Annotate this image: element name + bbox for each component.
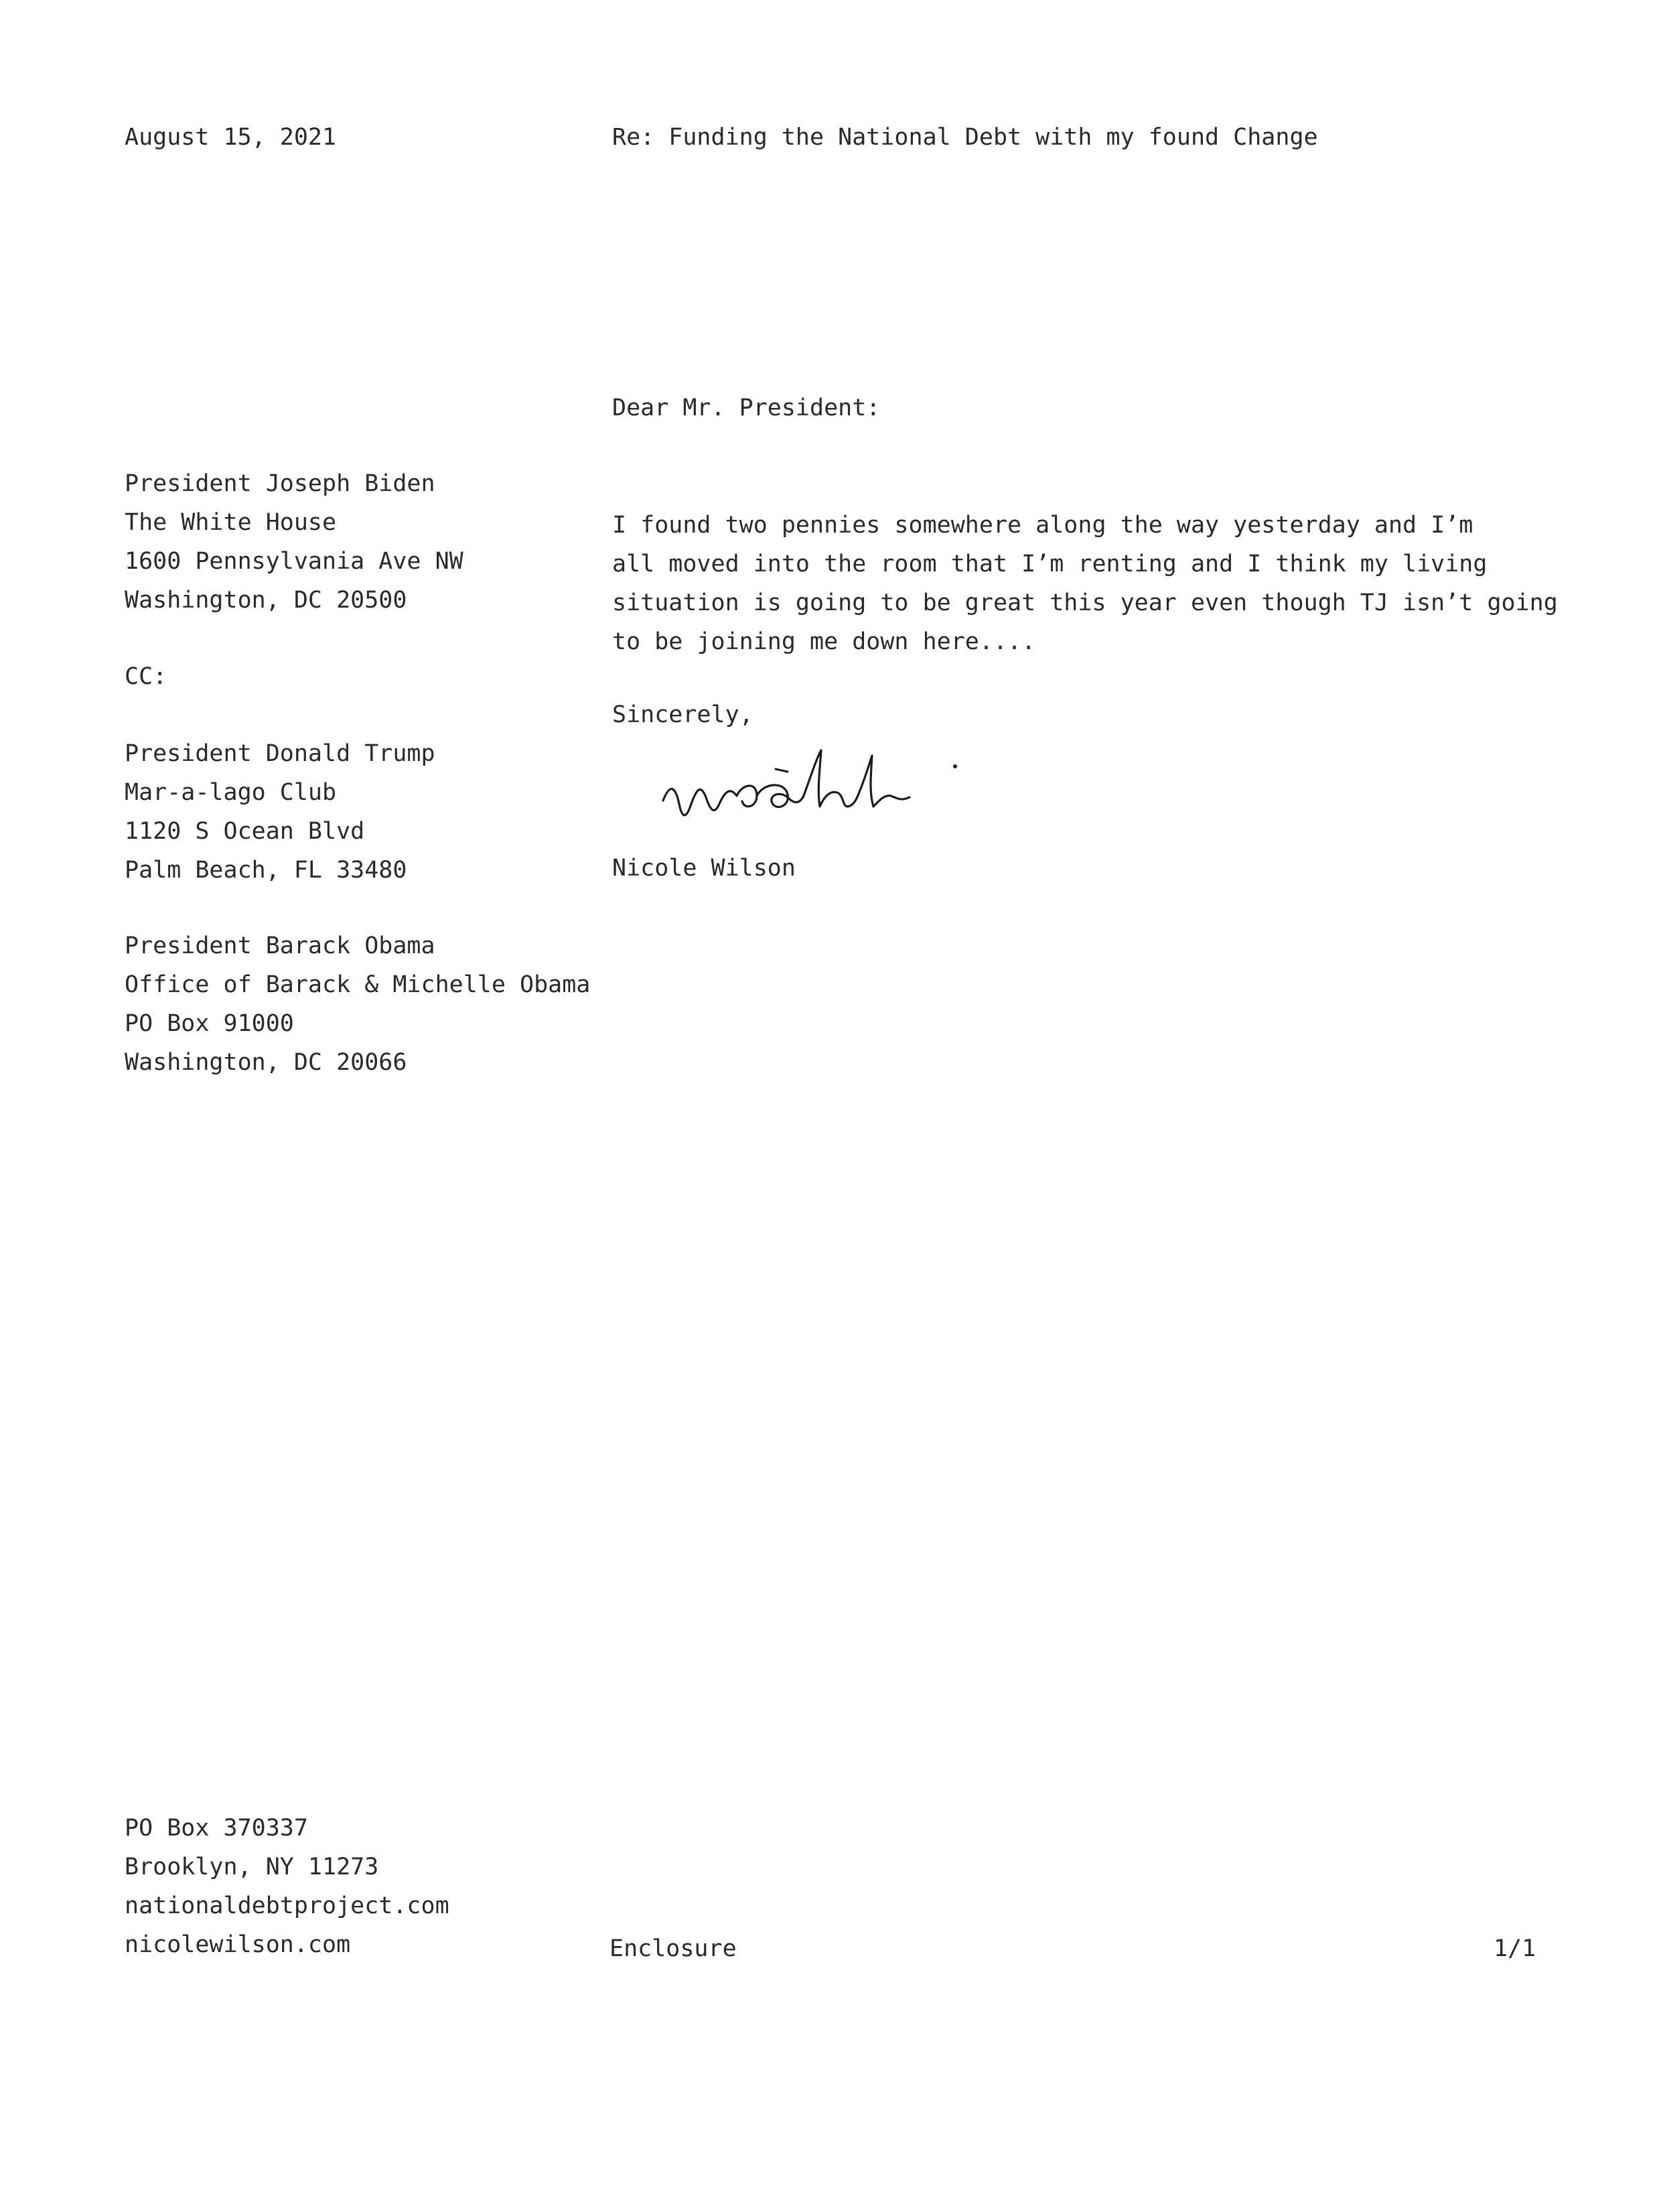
cc-address-trump xyxy=(125,734,435,890)
cc-address-obama xyxy=(125,926,590,1082)
body-line: situation is going to be great this year even though TJ isn’t going xyxy=(612,590,1558,616)
cc-line: Washington, DC 20066 xyxy=(125,1049,407,1076)
handwritten-signature xyxy=(656,737,1005,844)
recipient-line: Washington, DC 20500 xyxy=(125,587,407,614)
cc-line: Mar-a-lago Club xyxy=(125,779,337,806)
recipient-line: 1600 Pennsylvania Ave NW xyxy=(125,548,463,575)
cc-label: CC: xyxy=(125,663,167,690)
sender-website: nicolewilson.com xyxy=(125,1931,351,1958)
letter-subject: Re: Funding the National Debt with my found Change xyxy=(612,124,1318,151)
cc-line: President Barack Obama xyxy=(125,932,435,959)
closing: Sincerely, xyxy=(612,701,753,728)
body-line: I found two pennies somewhere along the way yesterday and I’m xyxy=(612,512,1473,539)
sender-line: PO Box 370337 xyxy=(125,1815,308,1842)
cc-line: PO Box 91000 xyxy=(125,1010,294,1037)
recipient-line: President Joseph Biden xyxy=(125,470,435,497)
enclosure-note: Enclosure xyxy=(609,1935,737,1962)
cc-line: 1120 S Ocean Blvd xyxy=(125,818,365,845)
sender-address xyxy=(125,1809,449,1964)
letter-body xyxy=(612,506,1558,661)
body-line: all moved into the room that I’m renting and I think my living xyxy=(612,551,1488,577)
recipient-address xyxy=(125,464,463,620)
letter-date: August 15, 2021 xyxy=(125,124,337,151)
cc-line: President Donald Trump xyxy=(125,740,435,767)
recipient-line: The White House xyxy=(125,509,337,536)
sender-website: nationaldebtproject.com xyxy=(125,1892,449,1919)
cc-line: Office of Barack & Michelle Obama xyxy=(125,971,591,998)
sender-line: Brooklyn, NY 11273 xyxy=(125,1854,379,1880)
body-line: to be joining me down here.... xyxy=(612,628,1036,655)
cc-line: Palm Beach, FL 33480 xyxy=(125,857,407,884)
signer-name: Nicole Wilson xyxy=(612,855,796,882)
salutation: Dear Mr. President: xyxy=(612,395,881,421)
page-number: 1/1 xyxy=(1494,1935,1536,1962)
